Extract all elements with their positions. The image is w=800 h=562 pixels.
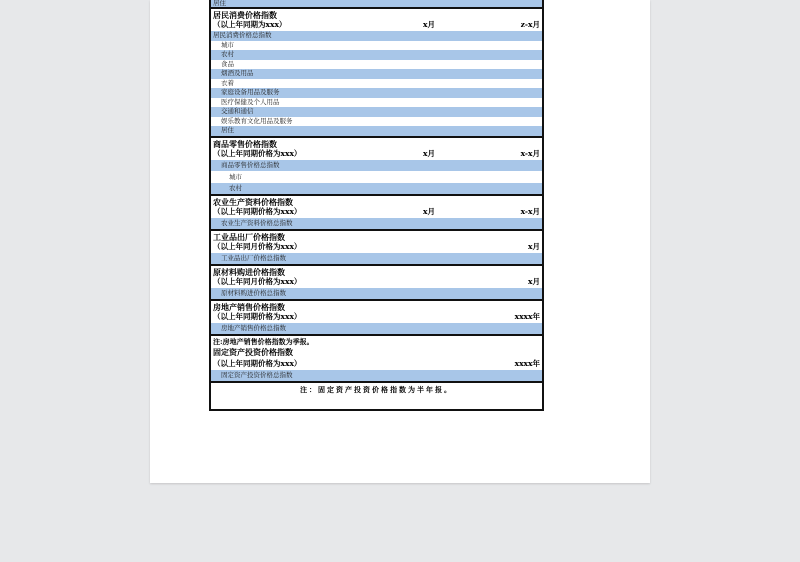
root-index-row: 农业生产资料价格总指数 bbox=[211, 218, 542, 229]
section-subtitle-row bbox=[211, 311, 542, 323]
section-title: 工业品出厂价格指数 bbox=[211, 229, 542, 241]
price-index-table bbox=[209, 0, 544, 411]
section-subtitle-row bbox=[211, 148, 542, 160]
column-year: xxxx年 bbox=[514, 358, 540, 368]
column-year: xxxx年 bbox=[514, 311, 540, 321]
list-item: 医疗保健及个人用品 bbox=[221, 97, 280, 106]
column-month: x月 bbox=[528, 241, 540, 251]
section-subtitle: （以上年同期价格为xxx） bbox=[213, 358, 302, 368]
column-month: x月 bbox=[423, 148, 435, 158]
column-month: x月 bbox=[528, 276, 540, 286]
root-index-row: 居民消费价格总指数 bbox=[211, 31, 542, 41]
section-subtitle-row bbox=[211, 206, 542, 218]
list-item: 农村 bbox=[211, 183, 542, 194]
section-subtitle-row bbox=[211, 358, 542, 370]
cut-row bbox=[211, 0, 542, 7]
list-item: 居住 bbox=[211, 126, 542, 136]
section-subtitle-row bbox=[211, 241, 542, 253]
list-item: 衣着 bbox=[221, 78, 234, 87]
section-title: 居民消费价格指数 bbox=[211, 7, 542, 19]
section-subtitle-row bbox=[211, 19, 542, 31]
table-footer-note: 注：固定资产投资价格指数为半年报。 bbox=[211, 381, 542, 395]
column-month: x月 bbox=[423, 20, 435, 29]
root-index-row: 固定资产投资价格总指数 bbox=[211, 370, 542, 381]
list-item: 城市 bbox=[221, 40, 234, 49]
section-subtitle: （以上年同期价格为xxx） bbox=[213, 311, 302, 321]
column-range: x-x月 bbox=[520, 148, 540, 158]
list-item: 城市 bbox=[229, 172, 242, 181]
section-note: 注:房地产销售价格指数为季报。 bbox=[211, 334, 542, 346]
cut-row-label: 居住 bbox=[213, 0, 226, 7]
section-title: 原材料购进价格指数 bbox=[211, 264, 542, 276]
section-subtitle: （以上年同月价格为xxx） bbox=[213, 276, 302, 286]
section-title: 固定资产投资价格指数 bbox=[213, 346, 293, 357]
list-item: 交通和通信 bbox=[211, 107, 542, 117]
section-subtitle: （以上年同期价格为xxx） bbox=[213, 206, 302, 216]
section-title: 房地产销售价格指数 bbox=[211, 299, 542, 311]
section-subtitle: （以上年同期为xxx） bbox=[213, 20, 287, 29]
list-item: 娱乐教育文化用品及服务 bbox=[221, 116, 293, 125]
section-subtitle: （以上年同月价格为xxx） bbox=[213, 241, 302, 251]
root-index-row: 原材料购进价格总指数 bbox=[211, 288, 542, 299]
list-item: 农村 bbox=[211, 50, 542, 60]
list-item: 家庭设备用品及服务 bbox=[211, 88, 542, 98]
column-range: x-x月 bbox=[520, 206, 540, 216]
section-title: 商品零售价格指数 bbox=[211, 136, 542, 148]
column-month: x月 bbox=[423, 206, 435, 216]
root-index-row: 商品零售价格总指数 bbox=[211, 160, 542, 171]
section-subtitle: （以上年同期价格为xxx） bbox=[213, 148, 302, 158]
root-index-row: 工业品出厂价格总指数 bbox=[211, 253, 542, 264]
section-title: 农业生产资料价格指数 bbox=[211, 194, 542, 206]
list-item: 食品 bbox=[221, 59, 234, 68]
list-item: 烟酒及用品 bbox=[211, 69, 542, 79]
root-index-row: 房地产销售价格总指数 bbox=[211, 323, 542, 334]
section-subtitle-row bbox=[211, 276, 542, 288]
column-range: z-x月 bbox=[520, 20, 540, 29]
